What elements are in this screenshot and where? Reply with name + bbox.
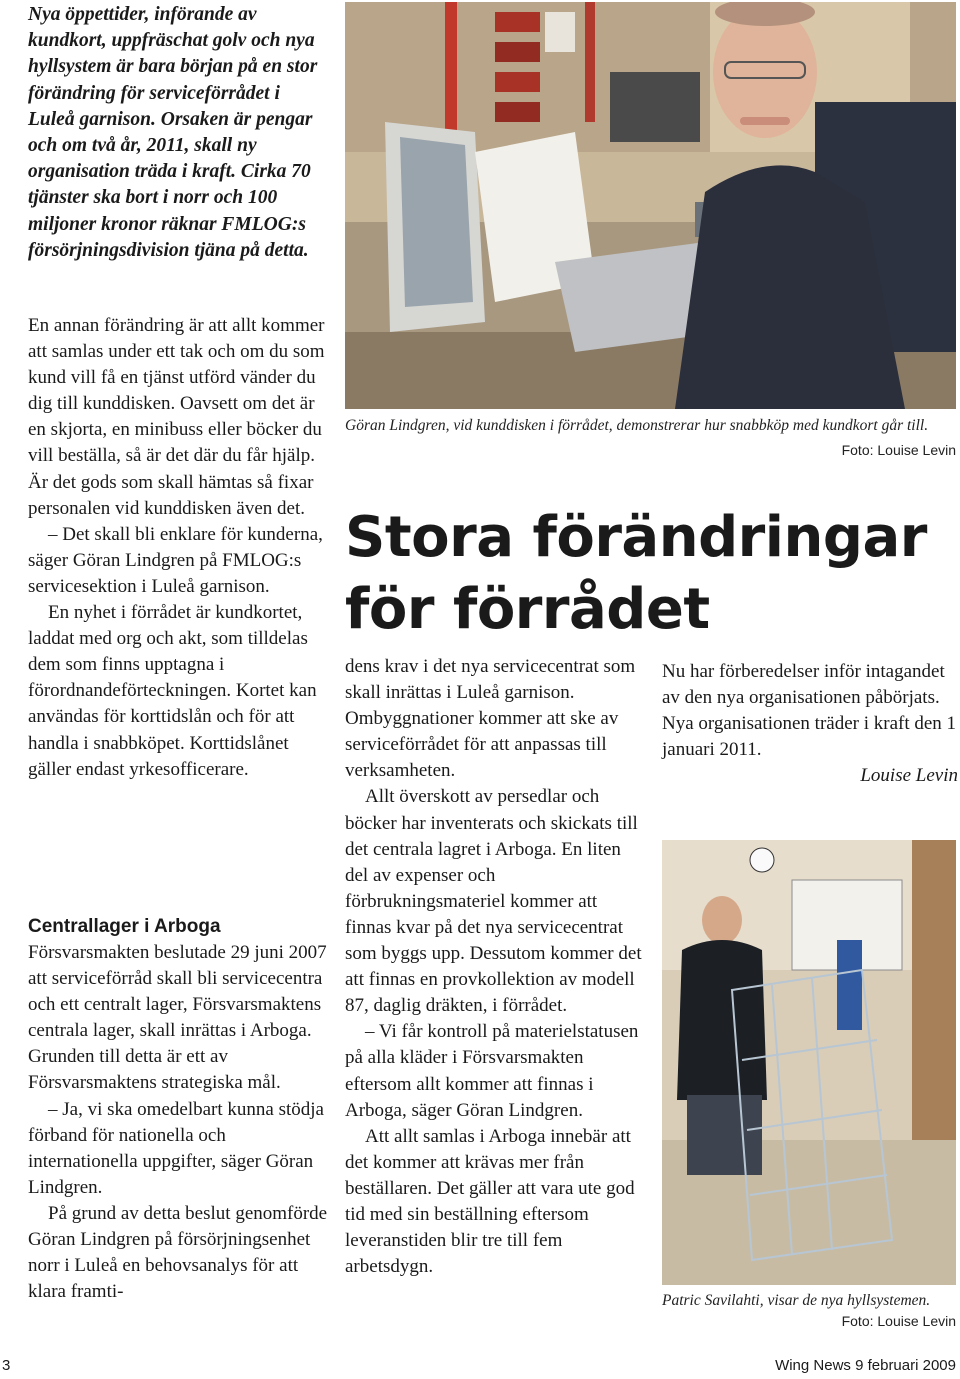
article-column-1-continued (28, 914, 328, 1305)
subheading: Centrallager i Arboga (28, 916, 221, 937)
photo-caption: Göran Lindgren, vid kunddisken i förrådet, demonstrerar hur snabbköp med kundkort går till. (345, 417, 929, 434)
paragraph: På grund av detta beslut genomförde Göran Lindgren på försörjningsenhet norr i Luleå en behovsanalys för att klara framti- (28, 1202, 328, 1303)
photo-patric-savilahti (662, 840, 956, 1285)
photo-caption: Patric Savilahti, visar de nya hyllsystemen. (662, 1292, 931, 1309)
photo-illustration (345, 2, 956, 409)
paragraph: Försvarsmakten beslutade 29 juni 2007 att serviceförråd skall bli servicecentra och ett centralt lager, Försvarsmaktens centrala lager, skall inrättas i Arboga. Grunden till detta är ett av Försvarsmaktens strategiska mål. (28, 942, 327, 1094)
paragraph: En nyhet i förrådet är kundkortet, laddat med org och akt, som tilldelas dem som finns upptagna i förordnandeförteckningen. Kortet kan användas för korttidslån och för att handla i snabbköpet. Korttidslånet gäller endast yrkesofficerare. (28, 602, 317, 780)
page-number: 3 (2, 1357, 11, 1374)
headline (345, 502, 955, 646)
photo-credit: Foto: Louise Levin (841, 442, 956, 458)
article-column-1 (28, 313, 328, 783)
paragraph: dens krav i det nya servicecentrat som skall inrättas i Luleå garnison. Ombyggnationer kommer att ske av serviceförrådet för att anpassas till verksamheten. (345, 656, 636, 782)
publication-footer: Wing News 9 februari 2009 (775, 1357, 956, 1374)
article-column-2 (345, 654, 645, 1280)
photo-illustration (662, 840, 956, 1285)
paragraph: – Vi får kontroll på materielstatusen på alla kläder i Försvarsmakten eftersom allt kommer att finnas i Arboga, säger Göran Lindgren. (345, 1021, 639, 1121)
photo-credit: Foto: Louise Levin (841, 1313, 956, 1329)
paragraph: Nu har förberedelser inför intagandet av den nya organisationen påbörjats. Nya organisationen träder i kraft den 1 januari 2011. (662, 661, 957, 761)
paragraph: Allt överskott av persedlar och böcker har inventerats och skickats till det centrala lagret i Arboga. En liten del av expenser och förbrukningsmateriel kommer att finnas kvar på det nya servicecentrat som byggs upp. Dessutom kommer det att finnas en provkollektion av modell 87, daglig dräkten, i förrådet. (345, 786, 642, 1017)
paragraph: – Ja, vi ska omedelbart kunna stödja förband för nationella och internationella uppgifter, säger Göran Lindgren. (28, 1098, 324, 1198)
author-signature: Louise Levin (860, 765, 958, 787)
headline-line-2: för förrådet (345, 577, 710, 642)
paragraph: – Det skall bli enklare för kunderna, säger Göran Lindgren på FMLOG:s servicesektion i Luleå garnison. (28, 523, 323, 597)
paragraph: Att allt samlas i Arboga innebär att det kommer att krävas mer från beställaren. Det gäller att vara ute god tid med sin beställning eftersom leveranstiden blir tre till fem arbetsdygn. (345, 1125, 635, 1278)
lead-paragraph: Nya öppettider, införande av kundkort, uppfräschat golv och nya hyllsystem är bara början på en stor förändring för serviceförrådet i Luleå garnison. Orsaken är pengar och om två år, 2011, skall ny organisation träda i kraft. Cirka 70 tjänster ska bort i norr och 100 miljoner kronor räknar FMLOG:s försörjningsdivision tjäna på detta. (28, 4, 318, 261)
photo-goran-lindgren (345, 2, 956, 409)
headline-line-1: Stora förändringar (345, 505, 927, 570)
article-column-3 (662, 659, 958, 789)
paragraph: En annan förändring är att allt kommer att samlas under ett tak och om du som kund vill få en tjänst utförd vänder du dig till kunddisken. Oavsett om det är en skjorta, en minibuss eller böcker du vill beställa, så är det där du får hjälp. Är det gods som skall hämtas så fixar personalen vid kunddisken även det. (28, 315, 325, 519)
